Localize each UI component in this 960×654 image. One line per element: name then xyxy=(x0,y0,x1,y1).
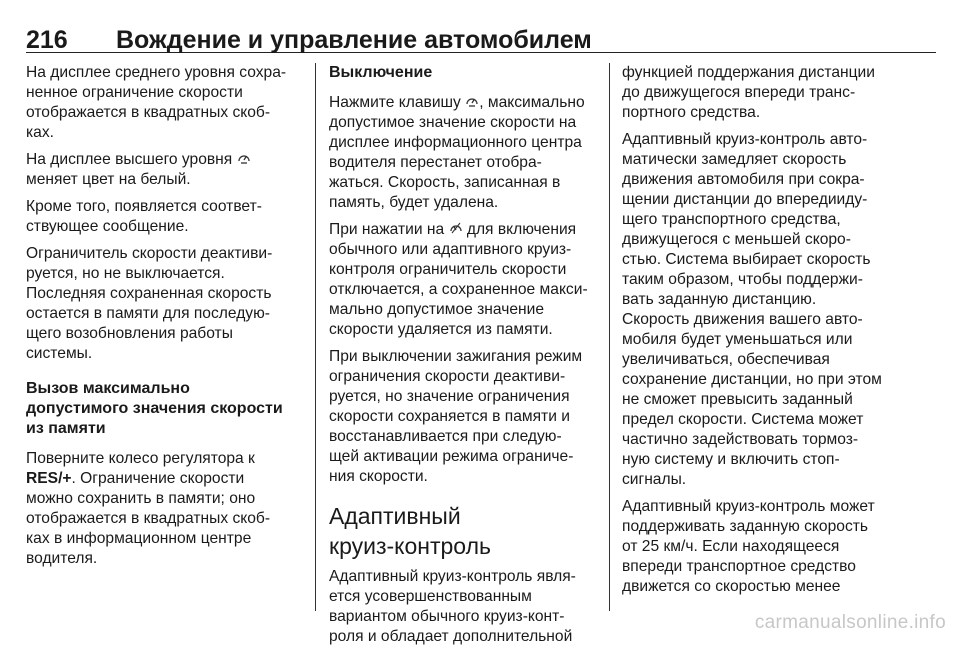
paragraph: Кроме того, появляется соответ- ствующее сообщение. xyxy=(26,198,262,235)
page-number: 216 xyxy=(26,26,68,54)
text-column-2 xyxy=(329,63,599,654)
paragraph: Адаптивный круиз-контроль явля- ется усовершенствованным вариантом обычного круиз-конт- роля и обладает дополнительной xyxy=(329,568,576,645)
paragraph: Нажмите клавишу , максимально допустимое значение скорости на дисплее информационного центра водителя перестанет отобра- жаться. Скорость, записанная в память, будет удалена. xyxy=(329,94,585,211)
page-title: Вождение и управление автомобилем xyxy=(116,26,592,54)
cruise-control-icon xyxy=(449,220,463,240)
section-heading: Адаптивный круиз-контроль xyxy=(329,503,491,559)
paragraph: Поверните колесо регулятора к RES/+. Ограничение скорости можно сохранить в памяти; оно отображается в квадратных скоб- ках в информационном центре водителя. xyxy=(26,450,271,567)
page-header xyxy=(26,12,936,53)
column-divider xyxy=(315,63,316,611)
paragraph: Адаптивный круиз-контроль может поддерживать заданную скорость от 25 км/ч. Если находящееся впереди транспортное средство движется со скоростью менее xyxy=(622,498,875,595)
text-column-1 xyxy=(26,63,306,576)
paragraph: Ограничитель скорости деактиви- руется, но не выключается. Последняя сохраненная скорость остается в памяти для последую- щего возобновления работы системы. xyxy=(26,245,273,362)
paragraph: Адаптивный круиз-контроль авто- матически замедляет скорость движения автомобиля при сокра- щении дистанции до впередииду- щего транспортного средства, движущегося с меньшей скоро- стью. Система выбирает скорость таким образом, чтобы поддержи- вать заданную дистанцию. Скорость движения вашего авто- мобиля будет уменьшаться или увеличиваться, обеспечивая сохранение дистанции, но при этом не сможет превысить заданный предел скорости. Система может частично задействовать тормоз- ную систему и включить стоп- сигналы. xyxy=(622,131,882,488)
paragraph: На дисплее высшего уровня меняет цвет на белый. xyxy=(26,150,306,190)
subheading: Выключение xyxy=(329,64,433,81)
key-label: RES/+ xyxy=(26,470,72,487)
speed-limiter-icon xyxy=(237,150,251,170)
paragraph: При выключении зажигания режим ограничения скорости деактиви- руется, но значение ограничения скорости сохраняется в памяти и восстанавливается при следую- щей активации режима ограниче- ния скорости. xyxy=(329,348,583,485)
subheading: Вызов максимально допустимого значения скорости из памяти xyxy=(26,380,283,437)
watermark: carmanualsonline.info xyxy=(754,612,946,633)
column-divider xyxy=(609,63,610,611)
paragraph: функцией поддержания дистанции до движущегося впереди транс- портного средства. xyxy=(622,64,875,121)
speed-limiter-icon xyxy=(465,93,479,113)
paragraph: На дисплее среднего уровня сохра- ненное ограничение скорости отображается в квадратных скоб- ках. xyxy=(26,64,287,141)
paragraph: При нажатии на для включения обычного или адаптивного круиз- контроля ограничитель скорости отключается, а сохраненное макси- мально допустимое значение скорости удаляется из памяти. xyxy=(329,221,588,338)
text-column-3 xyxy=(622,63,894,604)
